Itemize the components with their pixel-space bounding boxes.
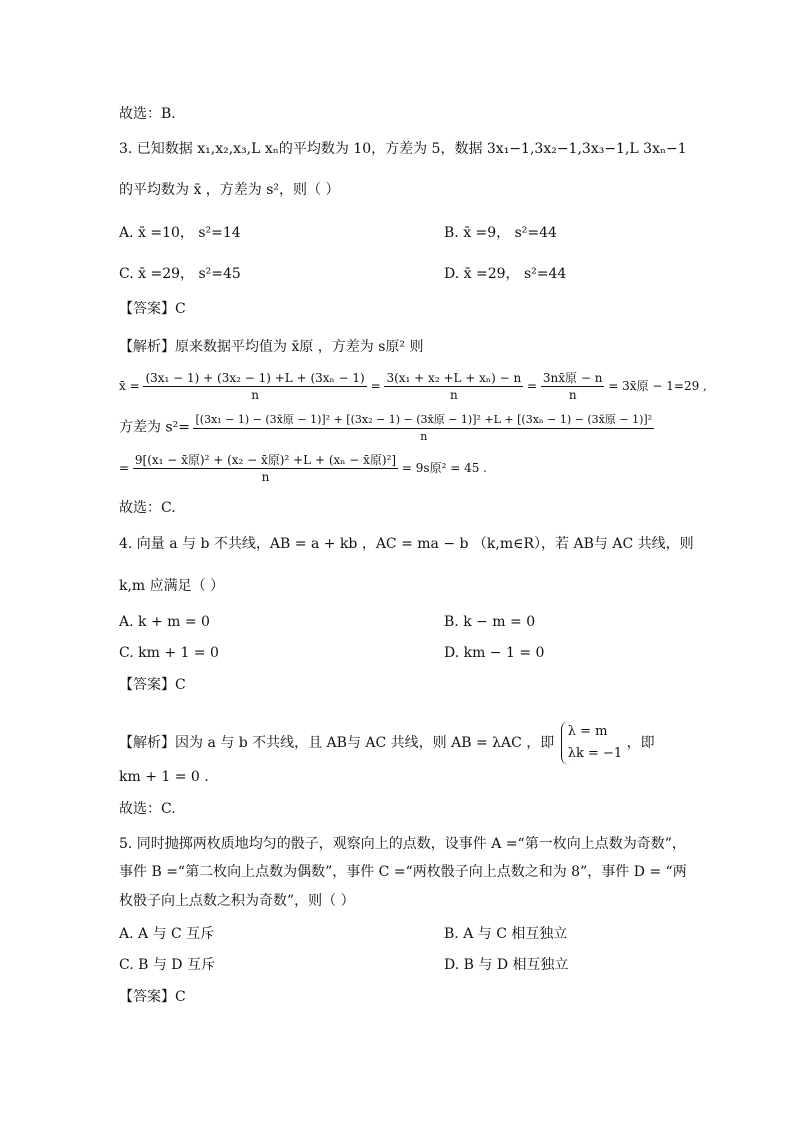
previous-answer-line: 故选：B.: [119, 106, 176, 122]
eq1-fraction2-denominator: n: [449, 388, 458, 402]
q4-choice: 故选：C.: [119, 801, 176, 817]
q5-option-b: B. A 与 C 相互独立: [444, 926, 568, 942]
eq1-lhs: x̄ =: [119, 379, 140, 393]
q4-system-eq2: λk = −1: [567, 746, 623, 761]
q3-stem-line2: 的平均数为 x̄ ，方差为 s²，则（ ）: [119, 182, 340, 198]
q4-option-c: C. km + 1 = 0: [119, 645, 219, 661]
q3-option-d: D. x̄ =29， s²=44: [444, 266, 567, 282]
q5-stem-line2: 事件 B =“第二枚向上点数为偶数”，事件 C =“两枚骰子向上点数之和为 8”，事件 D = “两: [119, 864, 687, 880]
eq2-lhs: 方差为 s²=: [119, 419, 190, 436]
q4-stem-line1: 4. 向量 a 与 b 不共线，AB = a + kb ，AC = ma − b （k,m∈R），若 AB与 AC 共线，则: [119, 536, 694, 552]
q3-option-a: A. x̄ =10， s²=14: [119, 225, 241, 241]
q3-option-c: C. x̄ =29， s²=45: [119, 266, 241, 282]
eq3-numerator: 9[(x₁ − x̄原)² + (x₂ − x̄原)² +L + (xₙ − x̄原)²]: [134, 453, 397, 467]
q3-answer: 【答案】C: [119, 301, 186, 317]
eq1-equals-2: =: [527, 379, 538, 393]
q3-analysis-intro: 【解析】原来数据平均值为 x̄原 ，方差为 s原² 则: [119, 339, 424, 355]
q4-analysis-text: 【解析】因为 a 与 b 不共线，且 AB与 AC 共线，则 AB = λAC ，即: [119, 735, 555, 751]
eq1-fraction2-numerator: 3(x₁ + x₂ +L + xₙ) − n: [386, 371, 522, 385]
eq1-equals-1: =: [370, 379, 381, 393]
eq1-fraction1-denominator: n: [251, 388, 259, 402]
eq3-result: = 9s原² = 45 .: [401, 461, 487, 475]
q5-option-d: D. B 与 D 相互独立: [444, 957, 569, 973]
q5-option-a: A. A 与 C 互斥: [119, 926, 215, 942]
q5-stem-line1: 5. 同时抛掷两枚质地均匀的骰子，观察向上的点数，设事件 A =“第一枚向上点数为奇数”，: [119, 836, 686, 852]
eq2-fraction: [193, 412, 654, 445]
q4-system-of-equations: [561, 721, 622, 765]
q4-system-eq1: λ = m: [567, 724, 608, 739]
eq3-lhs: =: [119, 461, 130, 475]
q4-answer: 【答案】C: [119, 677, 186, 693]
q5-answer: 【答案】C: [119, 989, 186, 1005]
eq1-fraction2: [384, 370, 523, 403]
q5-stem-line3: 枚骰子向上点数之积为奇数”，则（ ）: [119, 893, 355, 909]
eq1-fraction1: [143, 370, 366, 403]
eq1-fraction3-denominator: n: [568, 388, 577, 402]
eq1-fraction1-numerator: (3x₁ − 1) + (3x₂ − 1) +L + (3xₙ − 1): [145, 371, 365, 385]
eq1-fraction3: [541, 370, 605, 403]
q3-variance-equation: [119, 412, 654, 445]
q3-choice: 故选：C.: [119, 500, 176, 516]
q4-analysis-line: [119, 721, 655, 765]
q4-stem-line2: k,m 应满足（ ）: [119, 578, 225, 594]
q3-stem-line1: 3. 已知数据 x₁,x₂,x₃,L xₙ的平均数为 10，方差为 5，数据 3x₁−1,3x₂−1,3x₃−1,L 3xₙ−1: [119, 141, 687, 157]
eq3-fraction: [133, 452, 398, 485]
q3-mean-equation: [119, 370, 707, 403]
q5-option-c: C. B 与 D 互斥: [119, 957, 215, 973]
eq1-result: = 3x̄原 − 1=29 ,: [608, 379, 707, 393]
eq1-fraction3-numerator: 3nx̄原 − n: [542, 371, 603, 385]
q4-analysis-tail: ，即: [626, 735, 655, 751]
eq2-numerator: [(3x₁ − 1) − (3x̄原 − 1)]² + [(3x₂ − 1) − (3x̄原 − 1)]² +L + [(3xₙ − 1) − (3x̄原 − 1)]²: [193, 412, 654, 429]
q4-option-a: A. k + m = 0: [119, 614, 210, 630]
q3-option-b: B. x̄ =9， s²=44: [444, 225, 557, 241]
q4-result: km + 1 = 0 .: [119, 769, 209, 785]
q4-option-d: D. km − 1 = 0: [444, 645, 545, 661]
q3-variance-simplified: [119, 452, 487, 485]
eq2-denominator: n: [420, 430, 428, 443]
q4-option-b: B. k − m = 0: [444, 614, 536, 630]
eq3-denominator: n: [261, 470, 270, 484]
